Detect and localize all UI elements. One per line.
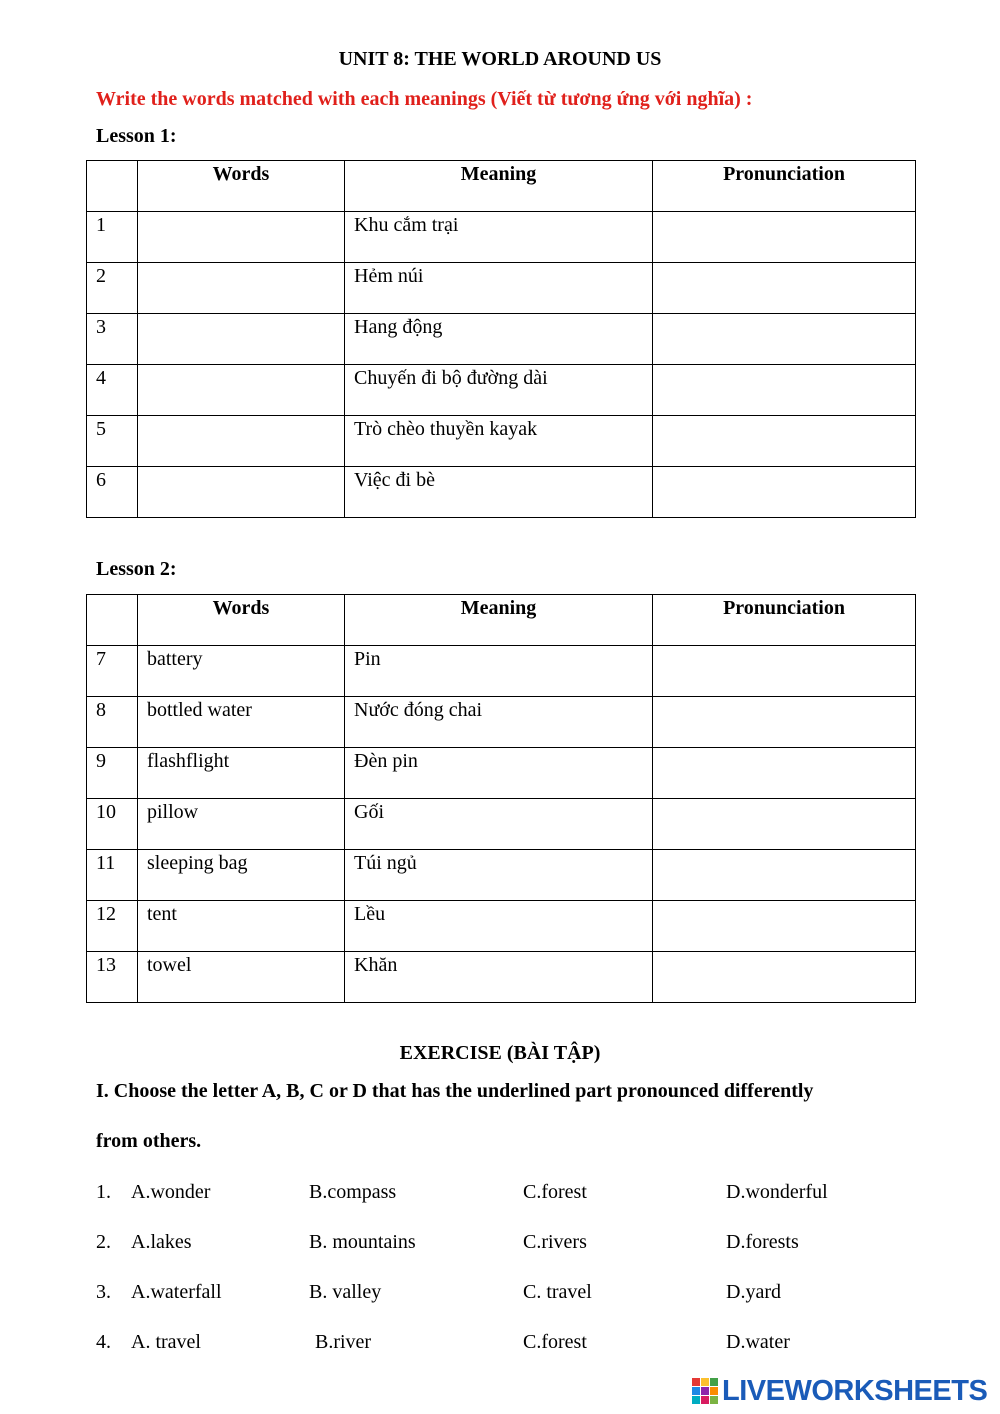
col-pronunciation-header: Pronunciation bbox=[653, 595, 916, 646]
meaning-cell: Lều bbox=[345, 901, 653, 952]
question-item bbox=[96, 1331, 916, 1359]
pronunciation-cell[interactable] bbox=[653, 314, 916, 365]
question-number: 4. bbox=[96, 1331, 111, 1353]
word-cell: pillow bbox=[138, 799, 345, 850]
option-b[interactable]: B.river bbox=[315, 1331, 372, 1353]
logo-square bbox=[701, 1396, 709, 1404]
pronunciation-cell[interactable] bbox=[653, 646, 916, 697]
word-cell[interactable] bbox=[138, 314, 345, 365]
meaning-cell: Đèn pin bbox=[345, 748, 653, 799]
col-meaning-header: Meaning bbox=[345, 161, 653, 212]
table-row bbox=[87, 952, 916, 1003]
table-row bbox=[87, 467, 916, 518]
word-cell[interactable] bbox=[138, 263, 345, 314]
meaning-cell: Trò chèo thuyền kayak bbox=[345, 416, 653, 467]
lesson-1-label: Lesson 1: bbox=[96, 125, 177, 147]
row-number: 1 bbox=[87, 212, 138, 263]
meaning-cell: Nước đóng chai bbox=[345, 697, 653, 748]
row-number: 12 bbox=[87, 901, 138, 952]
brand-name: LIVEWORKSHEETS bbox=[722, 1374, 988, 1407]
option-a[interactable]: A.wonder bbox=[131, 1181, 211, 1203]
row-number: 11 bbox=[87, 850, 138, 901]
pronunciation-cell[interactable] bbox=[653, 799, 916, 850]
row-number: 13 bbox=[87, 952, 138, 1003]
option-d[interactable]: D.forests bbox=[726, 1231, 799, 1253]
logo-square bbox=[692, 1396, 700, 1404]
logo-square bbox=[710, 1378, 718, 1386]
col-words-header: Words bbox=[138, 595, 345, 646]
table-row bbox=[87, 646, 916, 697]
question-item bbox=[96, 1181, 916, 1209]
lesson-2-table bbox=[86, 594, 916, 1003]
table-row bbox=[87, 748, 916, 799]
logo-square bbox=[701, 1378, 709, 1386]
option-a[interactable]: A. travel bbox=[131, 1331, 201, 1353]
table-header-row bbox=[87, 161, 916, 212]
word-cell: sleeping bag bbox=[138, 850, 345, 901]
option-c[interactable]: C.forest bbox=[523, 1181, 587, 1203]
word-cell: flashflight bbox=[138, 748, 345, 799]
row-number: 5 bbox=[87, 416, 138, 467]
word-cell: tent bbox=[138, 901, 345, 952]
pronunciation-cell[interactable] bbox=[653, 365, 916, 416]
col-num-header bbox=[87, 161, 138, 212]
lesson-1-table bbox=[86, 160, 916, 518]
col-words-header: Words bbox=[138, 161, 345, 212]
meaning-cell: Túi ngủ bbox=[345, 850, 653, 901]
meaning-cell: Hang động bbox=[345, 314, 653, 365]
word-cell: bottled water bbox=[138, 697, 345, 748]
row-number: 10 bbox=[87, 799, 138, 850]
logo-square bbox=[692, 1378, 700, 1386]
question-number: 1. bbox=[96, 1181, 111, 1203]
word-cell[interactable] bbox=[138, 416, 345, 467]
table-row bbox=[87, 416, 916, 467]
question-item bbox=[96, 1281, 916, 1309]
pronunciation-cell[interactable] bbox=[653, 697, 916, 748]
option-b[interactable]: B. valley bbox=[309, 1281, 382, 1303]
logo-square bbox=[710, 1396, 718, 1404]
question-text-line-1: I. Choose the letter A, B, C or D that has the underlined part pronounced differently bbox=[96, 1080, 814, 1102]
lesson-2-label: Lesson 2: bbox=[96, 558, 177, 580]
row-number: 2 bbox=[87, 263, 138, 314]
option-c[interactable]: C.forest bbox=[523, 1331, 587, 1353]
option-b[interactable]: B. mountains bbox=[309, 1231, 416, 1253]
word-cell[interactable] bbox=[138, 365, 345, 416]
logo-square bbox=[701, 1387, 709, 1395]
option-a[interactable]: A.waterfall bbox=[131, 1281, 222, 1303]
table-row bbox=[87, 212, 916, 263]
page-title: UNIT 8: THE WORLD AROUND US bbox=[338, 48, 662, 70]
col-pronunciation-header: Pronunciation bbox=[653, 161, 916, 212]
pronunciation-cell[interactable] bbox=[653, 901, 916, 952]
col-meaning-header: Meaning bbox=[345, 595, 653, 646]
option-c[interactable]: C.rivers bbox=[523, 1231, 587, 1253]
logo-square bbox=[710, 1387, 718, 1395]
pronunciation-cell[interactable] bbox=[653, 467, 916, 518]
table-row bbox=[87, 697, 916, 748]
exercise-title: EXERCISE (BÀI TẬP) bbox=[399, 1042, 601, 1064]
pronunciation-cell[interactable] bbox=[653, 263, 916, 314]
row-number: 4 bbox=[87, 365, 138, 416]
logo-square bbox=[692, 1387, 700, 1395]
option-d[interactable]: D.water bbox=[726, 1331, 790, 1353]
question-item bbox=[96, 1231, 916, 1259]
pronunciation-cell[interactable] bbox=[653, 952, 916, 1003]
table-row bbox=[87, 314, 916, 365]
meaning-cell: Việc đi bè bbox=[345, 467, 653, 518]
liveworksheets-logo bbox=[692, 1376, 987, 1406]
table-row bbox=[87, 799, 916, 850]
question-number: 2. bbox=[96, 1231, 111, 1253]
table-row bbox=[87, 263, 916, 314]
word-cell[interactable] bbox=[138, 212, 345, 263]
option-d[interactable]: D.yard bbox=[726, 1281, 781, 1303]
row-number: 8 bbox=[87, 697, 138, 748]
word-cell: battery bbox=[138, 646, 345, 697]
meaning-cell: Chuyến đi bộ đường dài bbox=[345, 365, 653, 416]
option-d[interactable]: D.wonderful bbox=[726, 1181, 828, 1203]
table-header-row bbox=[87, 595, 916, 646]
word-cell: towel bbox=[138, 952, 345, 1003]
row-number: 9 bbox=[87, 748, 138, 799]
pronunciation-cell[interactable] bbox=[653, 212, 916, 263]
pronunciation-cell[interactable] bbox=[653, 850, 916, 901]
option-b[interactable]: B.compass bbox=[309, 1181, 397, 1203]
meaning-cell: Pin bbox=[345, 646, 653, 697]
col-num-header bbox=[87, 595, 138, 646]
question-number: 3. bbox=[96, 1281, 111, 1303]
liveworksheets-logo-icon bbox=[692, 1378, 718, 1404]
row-number: 6 bbox=[87, 467, 138, 518]
table-row bbox=[87, 365, 916, 416]
pronunciation-cell[interactable] bbox=[653, 748, 916, 799]
table-row bbox=[87, 901, 916, 952]
meaning-cell: Hẻm núi bbox=[345, 263, 653, 314]
meaning-cell: Khu cắm trại bbox=[345, 212, 653, 263]
meaning-cell: Gối bbox=[345, 799, 653, 850]
word-cell[interactable] bbox=[138, 467, 345, 518]
meaning-cell: Khăn bbox=[345, 952, 653, 1003]
row-number: 3 bbox=[87, 314, 138, 365]
table-row bbox=[87, 850, 916, 901]
row-number: 7 bbox=[87, 646, 138, 697]
option-a[interactable]: A.lakes bbox=[131, 1231, 192, 1253]
question-text-line-2: from others. bbox=[96, 1130, 202, 1152]
instruction-text: Write the words matched with each meanings (Viết từ tương ứng với nghĩa) : bbox=[96, 88, 753, 110]
pronunciation-cell[interactable] bbox=[653, 416, 916, 467]
option-c[interactable]: C. travel bbox=[523, 1281, 592, 1303]
